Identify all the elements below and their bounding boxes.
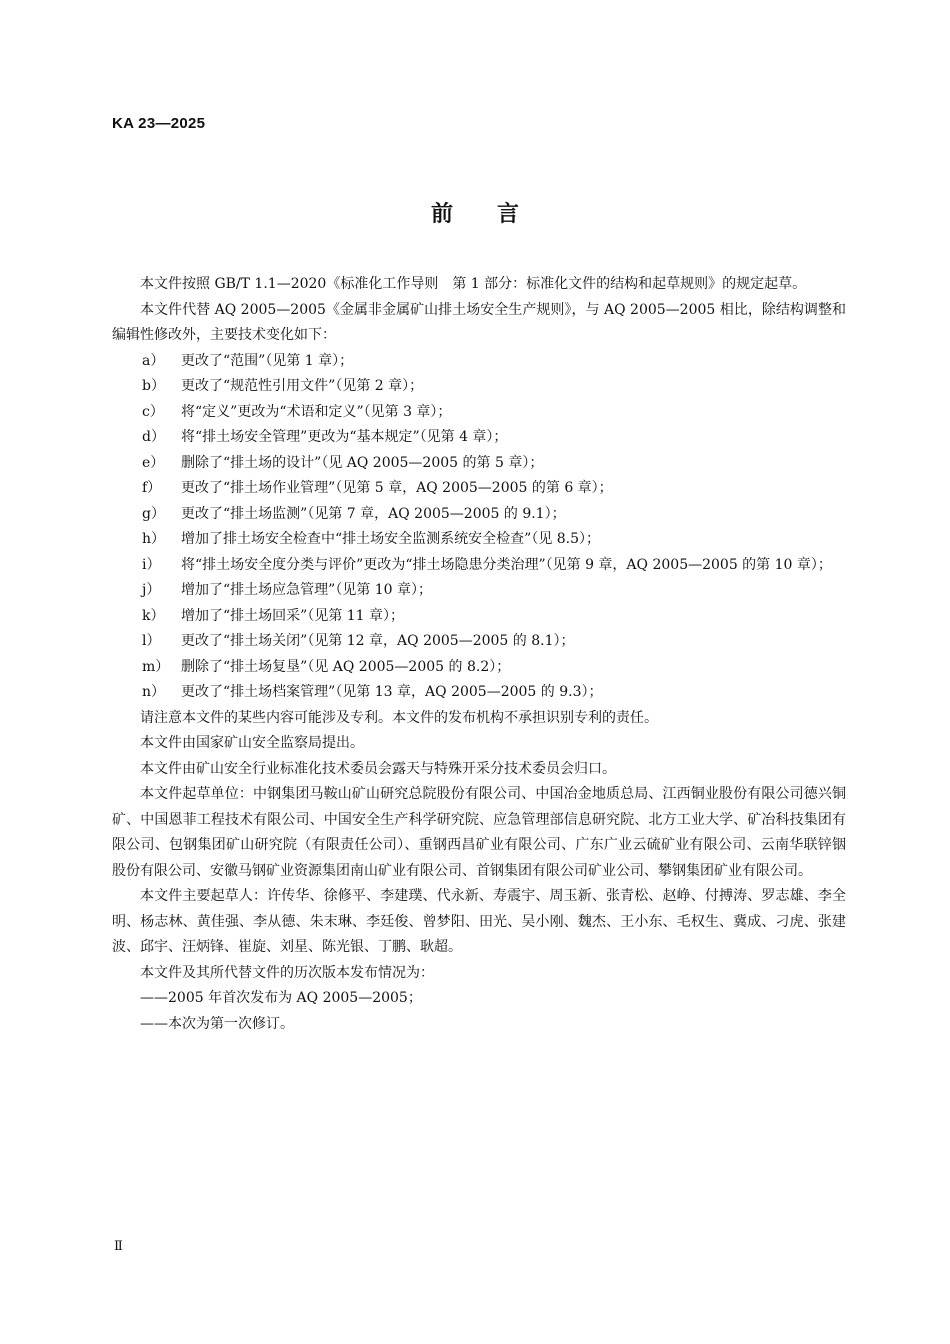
list-item	[112, 629, 846, 655]
list-marker: l）	[142, 633, 161, 649]
list-marker: i）	[142, 556, 161, 573]
list-item-text: 删除了“排土场的设计”（见 AQ 2005—2005 的第 5 章）；	[181, 454, 544, 471]
list-item-text: 将“排土场安全管理”更改为“基本规定”（见第 4 章）；	[181, 429, 508, 445]
list-item	[112, 553, 846, 579]
list-item-text: 更改了“排土场关闭”（见第 12 章，AQ 2005—2005 的 8.1）；	[181, 633, 575, 649]
list-marker: j）	[142, 582, 161, 598]
list-marker: n）	[142, 684, 166, 700]
list-item-text: 增加了“排土场回采”（见第 11 章）；	[181, 607, 405, 624]
list-item-text: 更改了“排土场档案管理”（见第 13 章，AQ 2005—2005 的 9.3）；	[181, 684, 603, 700]
list-marker: c）	[142, 403, 164, 420]
list-marker: g）	[142, 505, 165, 522]
list-item-text: 将“排土场安全度分类与评价”更改为“排土场隐患分类治理”（见第 9 章，AQ 2005—2005 的第 10 章）；	[181, 556, 832, 573]
list-item	[112, 680, 846, 706]
list-item-text: 更改了“排土场作业管理”（见第 5 章，AQ 2005—2005 的第 6 章）；	[181, 480, 613, 496]
paragraph-drafting-units: 本文件起草单位：中钢集团马鞍山矿山研究总院股份有限公司、中国冶金地质总局、江西铜业股份有限公司德兴铜矿、中国恩菲工程技术有限公司、中国安全生产科学研究院、应急管理部信息研究院、北方工业大学、矿冶科技集团有限公司、包钢集团矿山研究院（有限责任公司）、重钢西昌矿业有限公司、广东广业云硫矿业有限公司、云南华联锌铟股份有限公司、安徽马钢矿业资源集团南山矿业有限公司、首钢集团有限公司矿业公司、攀钢集团矿业有限公司。	[112, 786, 846, 879]
paragraph-drafters: 本文件主要起草人：许传华、徐修平、李建璞、代永新、寿震宇、周玉新、张青松、赵峥、付搏涛、罗志雄、李全明、杨志林、黄佳强、李从德、朱末琳、李廷俊、曾梦阳、田光、吴小刚、魏杰、王小东、毛权生、冀成、刁虎、张建波、邱宇、汪炳锋、崔旋、刘星、陈光银、丁鹏、耿超。	[112, 888, 846, 955]
list-marker: k）	[142, 607, 165, 624]
list-item	[112, 476, 846, 502]
foreword-body	[112, 272, 846, 1037]
list-item-text: 更改了“排土场监测”（见第 7 章，AQ 2005—2005 的 9.1）；	[181, 505, 566, 522]
paragraph-drafting-rules: 本文件按照 GB/T 1.1—2020《标准化工作导则 第 1 部分：标准化文件的结构和起草规则》的规定起草。	[140, 276, 807, 292]
list-marker: d）	[142, 429, 165, 445]
paragraph-patent-notice: 请注意本文件的某些内容可能涉及专利。本文件的发布机构不承担识别专利的责任。	[140, 709, 658, 726]
list-item-text: 将“定义”更改为“术语和定义”（见第 3 章）；	[181, 403, 452, 420]
list-item-text: 增加了“排土场应急管理”（见第 10 章）；	[181, 582, 433, 598]
list-item	[112, 374, 846, 400]
list-item	[112, 400, 846, 426]
list-item	[112, 527, 846, 553]
list-marker: f）	[142, 480, 162, 496]
list-marker: m）	[142, 658, 170, 675]
paragraph-replacement: 本文件代替 AQ 2005—2005《金属非金属矿山排土场安全生产规则》，与 AQ 2005—2005 相比，除结构调整和编辑性修改外，主要技术变化如下：	[112, 301, 846, 343]
list-item	[112, 349, 846, 375]
changes-list	[112, 349, 846, 706]
paragraph-proposer: 本文件由国家矿山安全监察局提出。	[140, 735, 364, 751]
list-item-text: 增加了排土场安全检查中“排土场安全监测系统安全检查”（见 8.5）；	[181, 531, 601, 547]
list-marker: b）	[142, 378, 165, 394]
list-item-text: 删除了“排土场复垦”（见 AQ 2005—2005 的 8.2）；	[181, 658, 511, 675]
list-item	[112, 655, 846, 681]
document-code: KA 23—2025	[112, 115, 206, 132]
list-item-text: 更改了“范围”（见第 1 章）；	[181, 352, 354, 369]
list-item	[112, 578, 846, 604]
list-item	[112, 604, 846, 630]
list-item	[112, 502, 846, 528]
list-item	[112, 425, 846, 451]
history-item: ——本次为第一次修订。	[140, 1015, 294, 1032]
page-number: Ⅱ	[114, 1239, 123, 1254]
paragraph-history-intro: 本文件及其所代替文件的历次版本发布情况为：	[140, 964, 434, 981]
list-marker: a）	[142, 352, 165, 369]
list-item-text: 更改了“规范性引用文件”（见第 2 章）；	[181, 378, 424, 394]
page-title: 前言	[430, 202, 563, 227]
list-marker: h）	[142, 531, 166, 547]
paragraph-committee: 本文件由矿山安全行业标准化技术委员会露天与特殊开采分技术委员会归口。	[140, 760, 616, 777]
list-item	[112, 451, 846, 477]
history-item: ——2005 年首次发布为 AQ 2005—2005；	[140, 990, 422, 1006]
list-marker: e）	[142, 454, 165, 471]
